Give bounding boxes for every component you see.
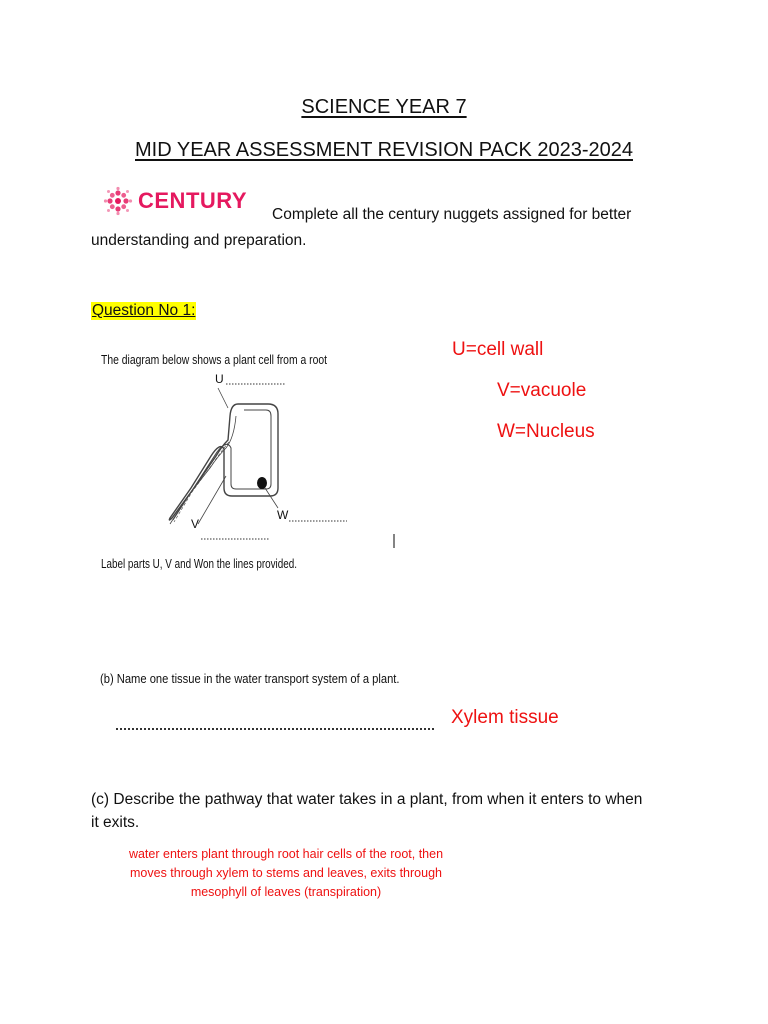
plant-cell-diagram (98, 346, 408, 578)
pointer-v (198, 476, 226, 524)
nucleus (257, 477, 267, 489)
answer-v: V=vacuole (497, 380, 587, 401)
answer-c: water enters plant through root hair cells of the root, then moves through xylem to stems and leaves, exits through mesophyll of leaves (transpiration) (128, 847, 444, 899)
diagram-caption: The diagram below shows a plant cell from a root (101, 353, 328, 367)
answer-u: U=cell wall (452, 339, 544, 360)
answer-b-line (116, 728, 434, 730)
logo-text: CENTURY (138, 188, 248, 213)
diagram-instruction: Label parts U, V and Won the lines provided. (101, 557, 297, 571)
pointer-w (265, 488, 278, 508)
label-v: V (191, 517, 200, 531)
page-subtitle: MID YEAR ASSESSMENT REVISION PACK 2023-2024 (135, 139, 633, 161)
root-hair-cell (169, 404, 278, 524)
pointer-u (218, 388, 228, 408)
question-b: (b) Name one tissue in the water transport system of a plant. (100, 671, 400, 686)
question-label: Question No 1: (92, 302, 196, 319)
answer-b: Xylem tissue (451, 707, 559, 728)
label-u: U (215, 372, 224, 386)
label-w: W (277, 508, 289, 522)
page-title: SCIENCE YEAR 7 (301, 96, 467, 118)
intro-text: Complete all the century nuggets assigned for better understanding and preparation. (91, 206, 632, 249)
question-c: (c) Describe the pathway that water takes in a plant, from when it enters to when it exits. (91, 791, 643, 831)
answer-w: W=Nucleus (497, 421, 595, 442)
